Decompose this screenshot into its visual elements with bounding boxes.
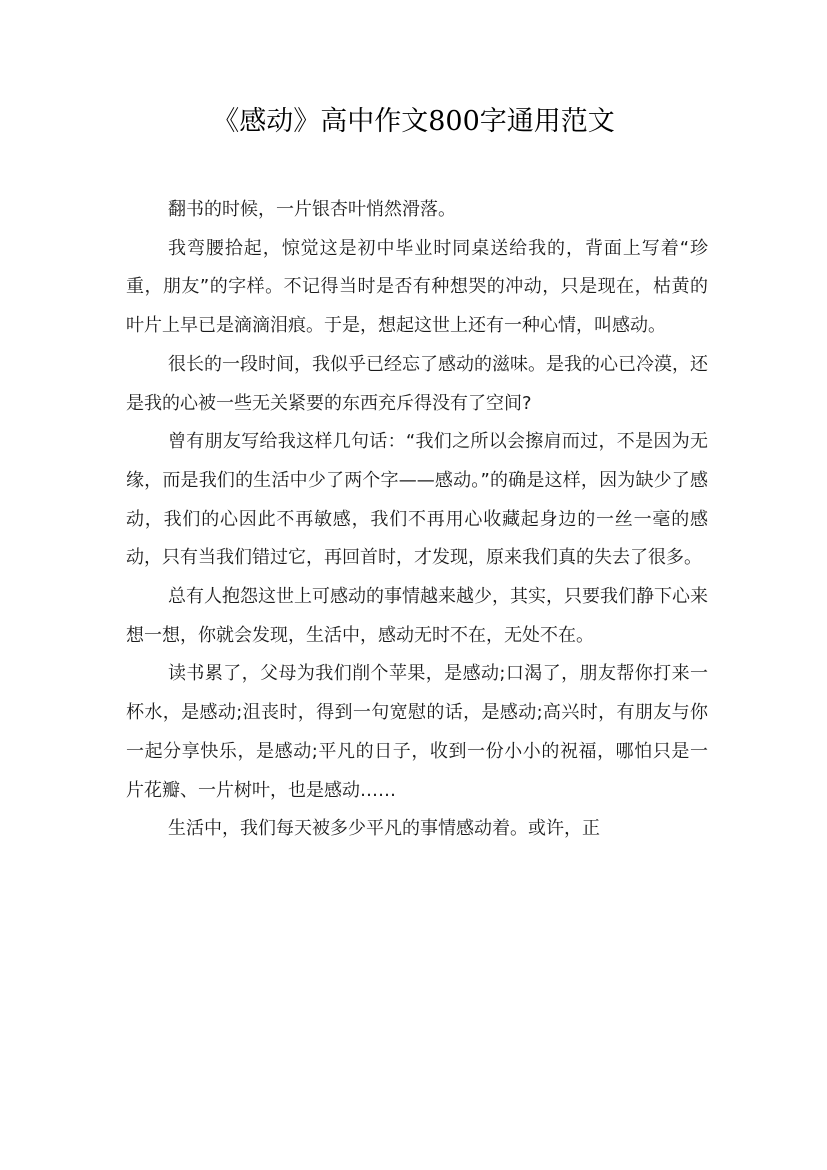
paragraph-1: 翻书的时候，一片银杏叶悄然滑落。 <box>168 199 456 220</box>
paragraph-7: 生活中，我们每天被多少平凡的事情感动着。或许，正 <box>168 818 600 840</box>
paragraph-6: 读书累了，父母为我们削个苹果，是感动;口渴了，朋友帮你打来一杯水，是感动;沮丧时，得到一句宽慰的话，是感动;高兴时，有朋友与你一起分享快乐，是感动;平凡的日子，收到一份小小的祝福，哪怕只是一片花瓣、一片树叶，也是感动…… <box>126 663 708 801</box>
paragraph-4: 曾有朋友写给我这样几句话：“我们之所以会擦肩而过，不是因为无缘，而是我们的生活中少了两个字——感动。”的确是这样，因为缺少了感动，我们的心因此不再敏感，我们不再用心收藏起身边的一丝一毫的感动，只有当我们错过它，再回首时，才发现，原来我们真的失去了很多。 <box>126 431 708 569</box>
page-title: 《感动》高中作文800字通用范文 <box>212 106 615 137</box>
paragraph-5: 总有人抱怨这世上可感动的事情越来越少，其实，只要我们静下心来想一想，你就会发现，生活中，感动无时不在，无处不在。 <box>126 586 708 646</box>
paragraph-2: 我弯腰拾起，惊觉这是初中毕业时同桌送给我的，背面上写着“珍重，朋友”的字样。不记得当时是否有种想哭的冲动，只是现在，枯黄的叶片上早已是滴滴泪痕。于是，想起这世上还有一种心情，叫感动。 <box>126 237 708 337</box>
paragraph-3: 很长的一段时间，我似乎已经忘了感动的滋味。是我的心已冷漠，还是我的心被一些无关紧要的东西充斥得没有了空间? <box>126 353 708 414</box>
essay-body <box>126 191 708 849</box>
